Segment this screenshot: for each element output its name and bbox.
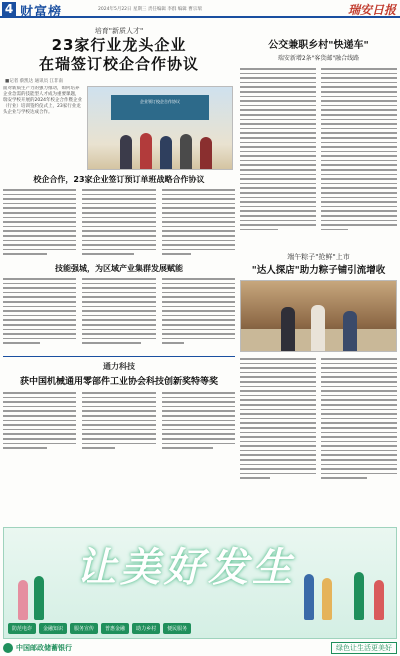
person-figure — [160, 136, 172, 169]
body-text-column — [240, 358, 316, 490]
banner-label: 防范电诈 — [8, 623, 36, 634]
lead-headline-line2: 在瑞签订校企合作协议 — [38, 55, 199, 73]
bank-brand — [3, 643, 72, 653]
footer-slogan: 绿色让生活更美好 — [331, 642, 397, 654]
body-text-column — [162, 189, 235, 259]
banner-label: 普惠金融 — [101, 623, 129, 634]
person-figure — [322, 578, 332, 620]
banner-label: 服务宣传 — [70, 623, 98, 634]
bank-advertisement-banner — [3, 527, 397, 639]
page-header — [0, 0, 400, 18]
banner-label: 助力乡村 — [132, 623, 160, 634]
right-story2-body — [240, 358, 397, 490]
body-text-column — [82, 278, 155, 350]
bank-name: 中国邮政储蓄银行 — [16, 643, 72, 652]
bank-logo-icon — [3, 643, 13, 653]
right-story2-headline: "达人探店"助力粽子铺引流增收 — [251, 265, 386, 276]
right-story1-body — [240, 68, 397, 246]
zongzi-shop-photo — [240, 280, 397, 352]
body-text-column — [321, 68, 397, 246]
person-figure — [343, 311, 357, 351]
right-column — [240, 22, 397, 490]
right-story2-kicker: 端午粽子"抢鲜"上市 — [287, 253, 350, 261]
story3-body-columns — [3, 392, 235, 454]
person-figure — [374, 580, 384, 620]
lead-byline: ■记者 蔡凯达 通讯员 江非南 — [5, 79, 64, 84]
page-number: 4 — [2, 2, 16, 16]
banner-label: 金融知识 — [39, 623, 67, 634]
lead-intro-text: 面对新质生产力的强力推动，如何培养企业急需的技能型人才成为重要课题，瑞安学校开展的2024年校企合作暨企业（行业）培训签约仪式上，23家行业龙头企业与学校达成合作。 — [3, 86, 82, 115]
story3-kicker: 通力科技 — [103, 362, 135, 371]
body-text-column — [3, 189, 76, 259]
body-text-column — [3, 392, 76, 454]
person-figure — [140, 133, 152, 169]
banner-service-labels — [8, 623, 191, 634]
body-text-column — [82, 189, 155, 259]
person-figure — [354, 572, 364, 620]
story3-headline: 获中国机械通用零部件工业协会科技创新奖特等奖 — [19, 377, 218, 387]
body-text-column — [162, 392, 235, 454]
person-figure — [281, 307, 295, 351]
lead-headline-line1: 23家行业龙头企业 — [51, 36, 187, 54]
right-story1-subhead: 瑞安新增2条"客货邮"融合线路 — [277, 55, 360, 62]
left-column — [3, 22, 235, 454]
person-figure — [304, 574, 314, 620]
lead-kicker: 培育"新质人才" — [94, 27, 144, 35]
body-text-column — [240, 68, 316, 246]
section-heading-skills: 技能强城，为区域产业集群发展赋能 — [55, 264, 183, 273]
person-figure — [120, 135, 132, 169]
section-heading-cooperation: 校企合作，23家企业签订预订单班战略合作协议 — [33, 175, 205, 184]
ad-footer — [3, 641, 397, 654]
signing-ceremony-photo — [87, 86, 233, 170]
body-text-column — [82, 392, 155, 454]
person-figure — [311, 305, 325, 351]
body-text-column — [162, 278, 235, 350]
right-story1-headline: 公交兼职乡村"快递车" — [268, 40, 369, 51]
photo-banner-sign: 企业领订校企合作协议 — [111, 95, 209, 120]
person-figure — [200, 137, 212, 169]
lead-body-columns — [3, 189, 235, 259]
person-figure — [180, 134, 192, 169]
body-text-column — [321, 358, 397, 490]
story2-body-columns — [3, 278, 235, 350]
issue-meta: 2024年5月22日 星期三 责任编辑 李群 编辑 曹宗瑞 — [98, 7, 202, 12]
body-text-column — [3, 278, 76, 350]
newspaper-masthead: 瑞安日报 — [347, 3, 396, 17]
person-figure — [34, 576, 44, 620]
section-divider — [3, 356, 235, 357]
banner-label: 便民服务 — [163, 623, 191, 634]
person-figure — [18, 580, 28, 620]
section-title: 财富榜 — [20, 5, 63, 20]
banner-slogan-title: 让美好发生 — [76, 544, 296, 591]
